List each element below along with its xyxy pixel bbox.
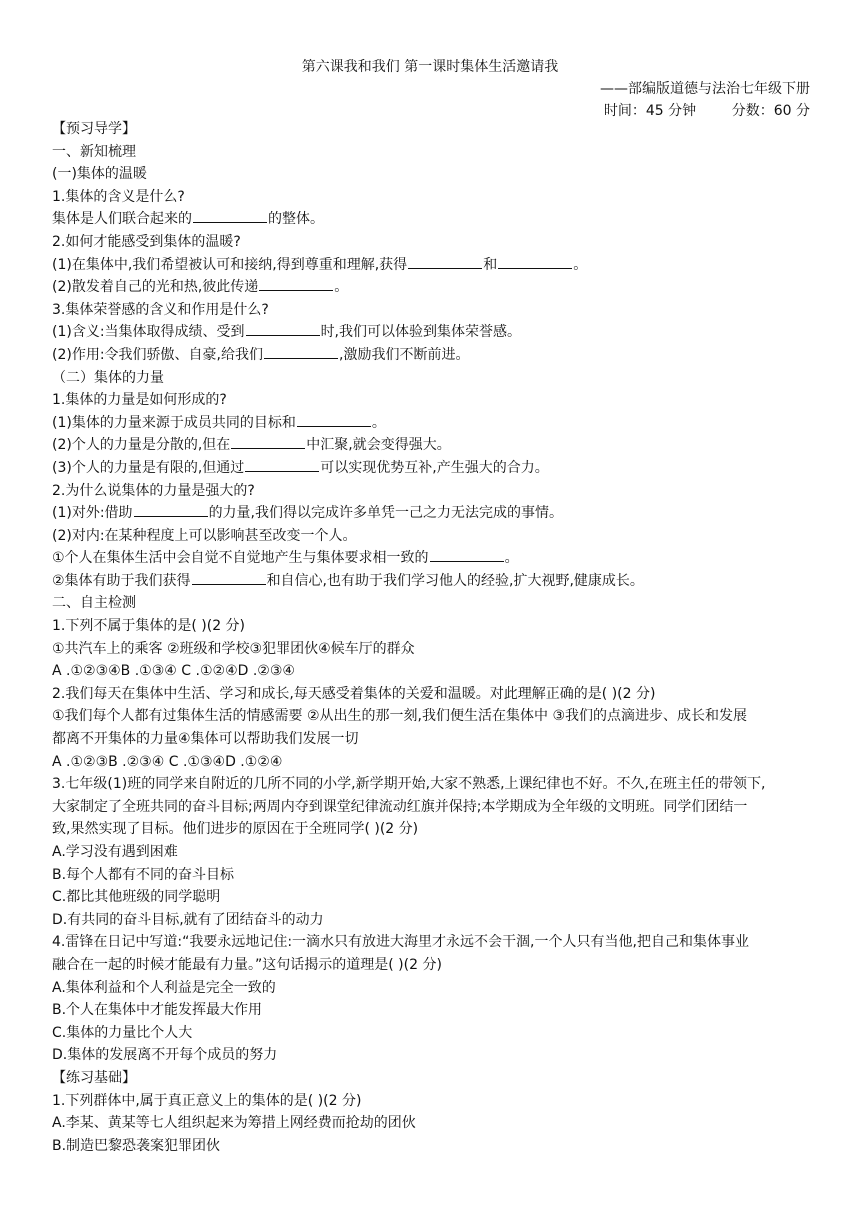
- text-line: C.集体的力量比个人大: [52, 1024, 193, 1041]
- text-segment: 和: [483, 256, 498, 273]
- text-line: B.制造巴黎恐袭案犯罪团伙: [52, 1137, 221, 1154]
- text-segment: (1)含义:当集体取得成绩、受到: [52, 324, 245, 341]
- text-segment: (1)集体的力量来源于成员共同的目标和: [52, 414, 296, 431]
- text-segment: 。: [504, 550, 519, 567]
- text-line: 1.集体的含义是什么?: [52, 188, 185, 205]
- text-segment: (1)对外:借助: [52, 505, 133, 522]
- text-line: 致,果然实现了目标。他们进步的原因在于全班同学( )(2 分): [52, 821, 419, 838]
- text-line: C.都比其他班级的同学聪明: [52, 889, 221, 906]
- text-line: （二）集体的力量: [52, 369, 164, 386]
- text-segment: 时,我们可以体验到集体荣誉感。: [320, 324, 522, 341]
- fill-in-blank[interactable]: [430, 547, 504, 562]
- fill-in-blank[interactable]: [193, 208, 267, 223]
- text-line: 2.我们每天在集体中生活、学习和成长,每天感受着集体的关爱和温暖。对此理解正确的是( )(2 分): [52, 685, 656, 702]
- document-body: [52, 118, 812, 1157]
- page-title: 第六课我和我们 第一课时集体生活邀请我: [301, 59, 559, 75]
- text-line: 大家制定了全班共同的奋斗目标;两周内夺到课堂纪律流动红旗并保持;本学期成为全年级的文明班。同学们团结一: [52, 798, 748, 815]
- text-line: (2)对内:在某种程度上可以影响甚至改变一个人。: [52, 527, 357, 544]
- text-segment: (2)散发着自己的光和热,彼此传递: [52, 279, 259, 296]
- fill-in-blank[interactable]: [192, 570, 266, 585]
- text-line: A.李某、黄某等七人组织起来为筹措上网经费而抢劫的团伙: [52, 1115, 416, 1132]
- text-line: B.每个人都有不同的奋斗目标: [52, 866, 235, 883]
- text-line: 二、自主检测: [52, 595, 136, 612]
- text-line: [52, 321, 812, 344]
- text-line: [52, 344, 812, 367]
- text-segment: 。: [334, 279, 349, 296]
- text-line: D.集体的发展离不开每个成员的努力: [52, 1047, 278, 1064]
- fill-in-blank[interactable]: [134, 502, 208, 517]
- fill-in-blank[interactable]: [498, 254, 572, 269]
- text-line: 融合在一起的时候才能最有力量。”这句话揭示的道理是( )(2 分): [52, 956, 442, 973]
- text-line: 1.下列不属于集体的是( )(2 分): [52, 618, 246, 635]
- text-segment: (1)在集体中,我们希望被认可和接纳,得到尊重和理解,获得: [52, 256, 408, 273]
- fill-in-blank[interactable]: [408, 254, 482, 269]
- text-line: 2.为什么说集体的力量是强大的?: [52, 482, 255, 499]
- text-segment: 可以实现优势互补,产生强大的合力。: [320, 459, 549, 476]
- text-line: ①共汽车上的乘客 ②班级和学校③犯罪团伙④候车厅的群众: [52, 640, 415, 657]
- text-segment: 。: [371, 414, 386, 431]
- text-segment: 的整体。: [268, 211, 324, 228]
- text-line: ①我们每个人都有过集体生活的情感需要 ②从出生的那一刻,我们便生活在集体中 ③我们的点滴进步、成长和发展: [52, 708, 748, 725]
- text-segment: ②集体有助于我们获得: [52, 572, 191, 589]
- text-segment: ①个人在集体生活中会自觉不自觉地产生与集体要求相一致的: [52, 550, 429, 567]
- text-line: [52, 547, 812, 570]
- fill-in-blank[interactable]: [259, 276, 333, 291]
- text-line: A .①②③④B .①③④ C .①②④D .②③④: [52, 663, 295, 680]
- text-line: 1.集体的力量是如何形成的?: [52, 392, 227, 409]
- text-line: D.有共同的奋斗目标,就有了团结奋斗的动力: [52, 911, 324, 928]
- fill-in-blank[interactable]: [297, 412, 371, 427]
- text-line: 2.如何才能感受到集体的温暖?: [52, 233, 241, 250]
- text-line: 4.雷锋在日记中写道:“我要永远地记住:一滴水只有放进大海里才永远不会干涸,一个人只有当他,把自己和集体事业: [52, 934, 749, 951]
- text-line: 都离不开集体的力量④集体可以帮助我们发展一切: [52, 731, 359, 748]
- text-line: 【预习导学】: [52, 121, 136, 137]
- text-segment: 。: [573, 256, 588, 273]
- text-line: [52, 457, 812, 480]
- text-line: [52, 570, 812, 593]
- fill-in-blank[interactable]: [245, 457, 319, 472]
- text-segment: (2)作用:令我们骄傲、自豪,给我们: [52, 346, 263, 363]
- text-line: [52, 276, 812, 299]
- fill-in-blank[interactable]: [231, 434, 305, 449]
- text-line: [52, 208, 812, 231]
- document-header: [0, 56, 860, 119]
- text-line: A.集体利益和个人利益是完全一致的: [52, 979, 276, 996]
- fill-in-blank[interactable]: [264, 344, 338, 359]
- text-segment: (2)个人的力量是分散的,但在: [52, 437, 231, 454]
- text-line: 3.集体荣誉感的含义和作用是什么?: [52, 301, 269, 318]
- fill-in-blank[interactable]: [246, 321, 320, 336]
- text-line: A.学习没有遇到困难: [52, 844, 178, 860]
- text-line: [52, 254, 812, 277]
- text-line: 一、新知梳理: [52, 143, 136, 160]
- text-line: A .①②③B .②③④ C .①③④D .①②④: [52, 753, 283, 770]
- text-segment: ,激励我们不断前进。: [339, 346, 470, 363]
- text-segment: 的力量,我们得以完成许多单凭一己之力无法完成的事情。: [208, 505, 564, 522]
- text-segment: 和自信心,也有助于我们学习他人的经验,扩大视野,健康成长。: [266, 572, 644, 589]
- text-line: [52, 434, 812, 457]
- text-segment: 集体是人们联合起来的: [52, 211, 192, 228]
- text-line: [52, 502, 812, 525]
- text-line: 1.下列群体中,属于真正意义上的集体的是( )(2 分): [52, 1092, 362, 1109]
- text-segment: (3)个人的力量是有限的,但通过: [52, 459, 245, 476]
- text-segment: 中汇聚,就会变得强大。: [306, 437, 451, 454]
- page-meta: 时间：45 分钟 分数：60 分: [603, 103, 810, 119]
- page-subtitle: ——部编版道德与法治七年级下册: [600, 81, 810, 97]
- text-line: B.个人在集体中才能发挥最大作用: [52, 1002, 263, 1019]
- text-line: 【练习基础】: [52, 1069, 136, 1086]
- text-line: [52, 412, 812, 435]
- text-line: (一)集体的温暖: [52, 166, 147, 183]
- text-line: 3.七年级(1)班的同学来自附近的几所不同的小学,新学期开始,大家不熟悉,上课纪律也不好。不久,在班主任的带领下,: [52, 776, 766, 793]
